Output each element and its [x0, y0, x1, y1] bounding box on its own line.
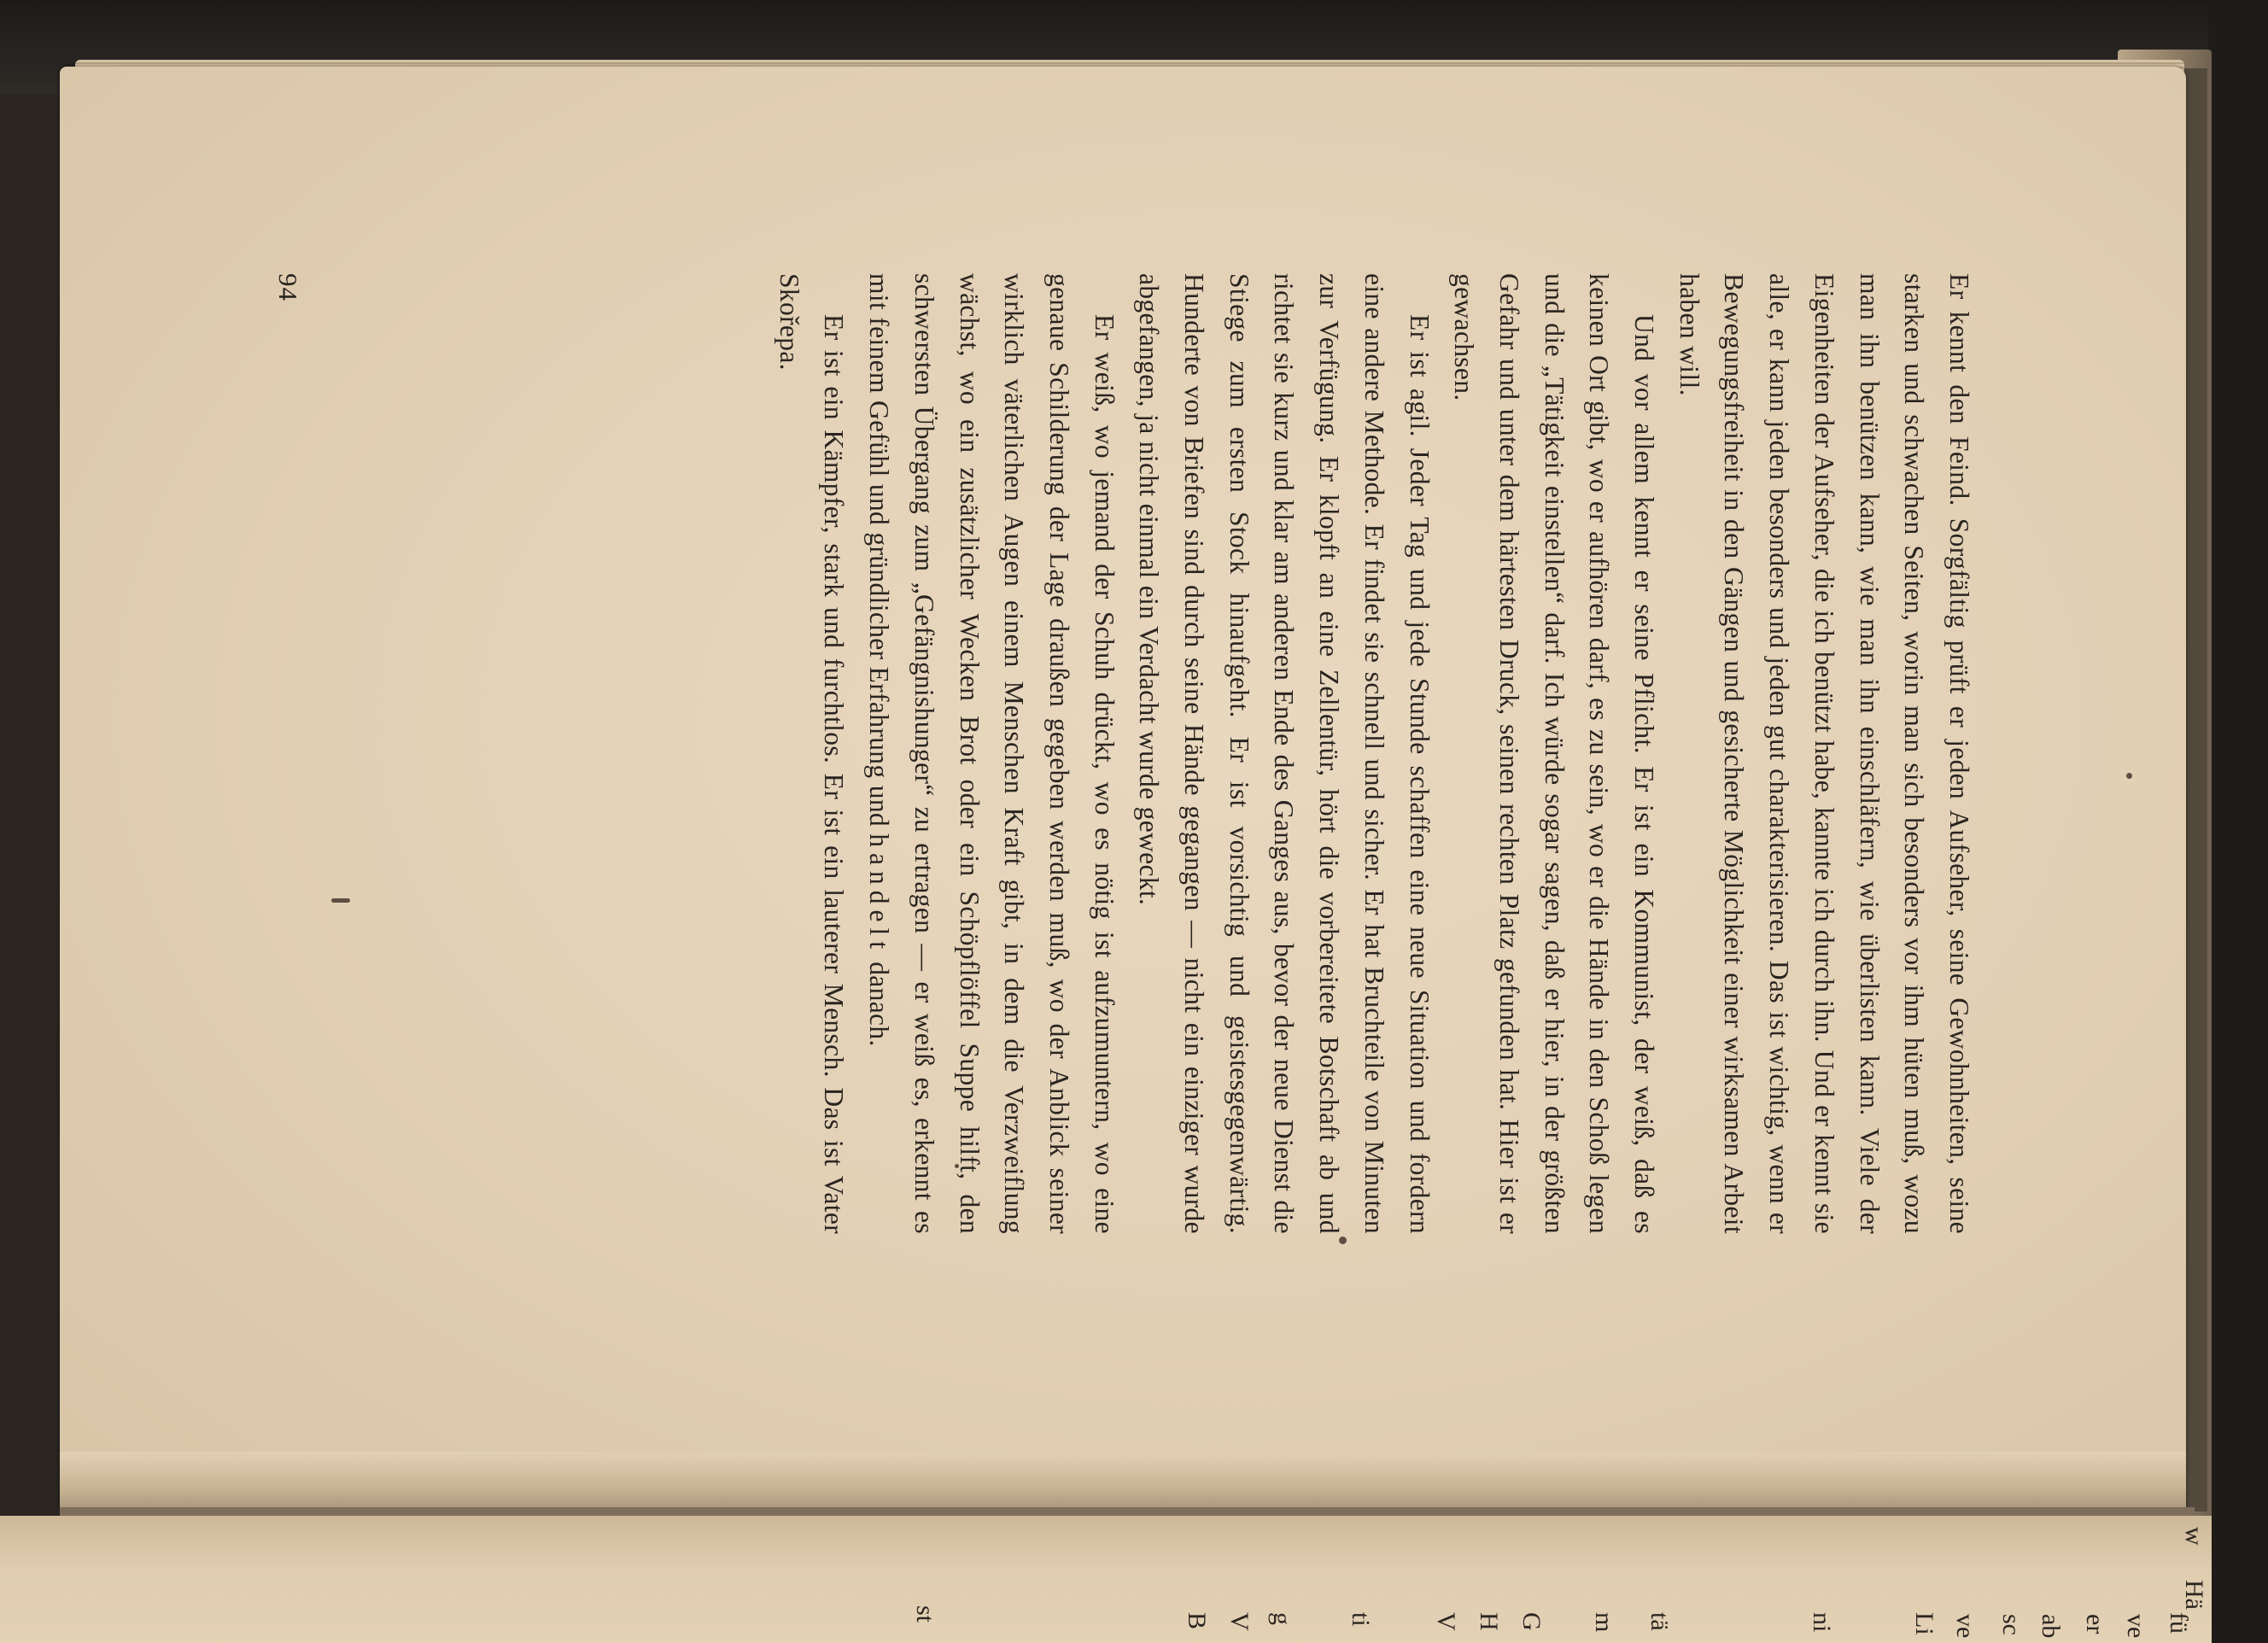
- next-page-fragment: er: [2081, 1614, 2109, 1634]
- next-page-fragment: tä: [1645, 1612, 1674, 1631]
- page-number: 94: [273, 273, 303, 301]
- paragraph: [1126, 273, 1441, 1234]
- next-page-fragment: B: [1183, 1612, 1211, 1630]
- text-block: [273, 273, 1981, 1234]
- next-page-fragment: fü: [2165, 1612, 2193, 1634]
- next-page-fragment: V: [1432, 1612, 1460, 1631]
- next-page-fragment: sc: [1997, 1614, 2025, 1635]
- next-page-fragment: G: [1517, 1612, 1546, 1631]
- page-gutter: [60, 1452, 2186, 1511]
- next-page-fragment: ni: [1808, 1612, 1836, 1633]
- next-page-fragment: w: [2180, 1527, 2208, 1546]
- next-page-fragment: ve: [2122, 1614, 2150, 1639]
- paragraph-text: Er weiß, wo jemand der Schuh drückt, wo es nötig ist aufzumuntern, wo eine genaue Schilderung der Lage draußen gegeben werden muß, wo der Anblick seiner wirklich väterlichen Augen einem Menschen Kraft gibt, in dem die Verzweiflung wächst, wo ein zusätzlicher Wecken Brot oder ein Schöpflöffel Suppe hilft, den schwersten Übergang zum „Gefängnishunger“ zu ertragen — er weiß es, erkennt es mit feinem Gefühl und gründlicher Erfahrung und: [864, 273, 1119, 1234]
- paragraph-text: Er ist agil. Jeder Tag und jede Stunde schaffen eine neue Situation und fordern eine andere Methode. Er findet sie schnell und sicher. Er hat Bruchteile von Minuten zur Verfügung. Er klopft an eine Zellentür, hört die vorbereitete Botschaft ab und richtet sie kurz und klar am anderen Ende des Ganges aus, bevor der neue Dienst die Stiege zum ersten Stock hinaufgeht. Er ist vorsichtig und geistesgegenwärtig. Hunderte von Briefen sind durch seine Hände gegangen — nicht ein einziger wurde abgefangen, ja nicht einmal ein Verdacht wurde geweckt.: [1134, 273, 1435, 1234]
- paper-speck: [331, 898, 350, 903]
- emphasis-text: handelt: [864, 833, 895, 955]
- next-page-fragment: ti: [1347, 1612, 1375, 1627]
- next-page-fragment: Hä: [2180, 1580, 2208, 1610]
- next-page-fragment: ve: [1951, 1614, 1979, 1639]
- paragraph-text: Er kennt den Feind. Sorgfältig prüft er jeden Aufseher, seine Gewohnheiten, seine starken und schwachen Seiten, worin man sich besonders vor ihm hüten muß, wozu man ihn benützen kann, wie man ihn einschläfern, wie überlisten kann. Viele der Eigenheiten der Aufseher, die ich benützt habe, kannte ich durch ihn. Und er kennt sie alle, er kann jeden besonders und jeden gut charakterisieren. Das ist wichtig, wenn er Bewegungsfreiheit in den Gängen und gesicherte Möglichkeit einer wirksamen Arbeit haben will.: [1674, 273, 1974, 1234]
- next-page-fragment: Li: [1910, 1612, 1938, 1635]
- next-page: [0, 1516, 2212, 1643]
- next-page-fragment: st: [911, 1605, 939, 1623]
- page-body-text: [766, 273, 1981, 1234]
- paragraph: [766, 273, 856, 1234]
- paragraph-text: Er ist ein Kämpfer, stark und furchtlos. Er ist ein lauterer Mensch. Das ist Vater Skořepa.: [774, 273, 850, 1234]
- next-page-fragment: ab: [2037, 1614, 2065, 1639]
- paragraph-text: Und vor allem kennt er seine Pflicht. Er ist ein Kommunist, der weiß, daß es keinen Ort gibt, wo er aufhören darf, es zu sein, wo er die Hände in den Schoß legen und die „Tätigkeit einstellen“ darf. Ich würde sogar sagen, daß er hier, in der größten Gefahr und unter dem härtesten Druck, seinen rechten Platz gefunden hat. Hier ist er gewachsen.: [1449, 273, 1660, 1234]
- background-right: [2208, 0, 2268, 1643]
- paragraph-text: danach.: [864, 954, 895, 1047]
- paper-speck: [2126, 773, 2132, 779]
- paper-speck: [1339, 1237, 1347, 1244]
- paragraph: [856, 273, 1125, 1234]
- next-page-fragment: m: [1590, 1612, 1618, 1633]
- next-page-fragment: V: [1225, 1612, 1254, 1631]
- paragraph: [1666, 273, 1981, 1234]
- next-page-fragment: g: [1268, 1612, 1296, 1625]
- paragraph: [1441, 273, 1667, 1234]
- binding-line: [60, 1507, 2195, 1516]
- next-page-fragment: H: [1475, 1612, 1503, 1631]
